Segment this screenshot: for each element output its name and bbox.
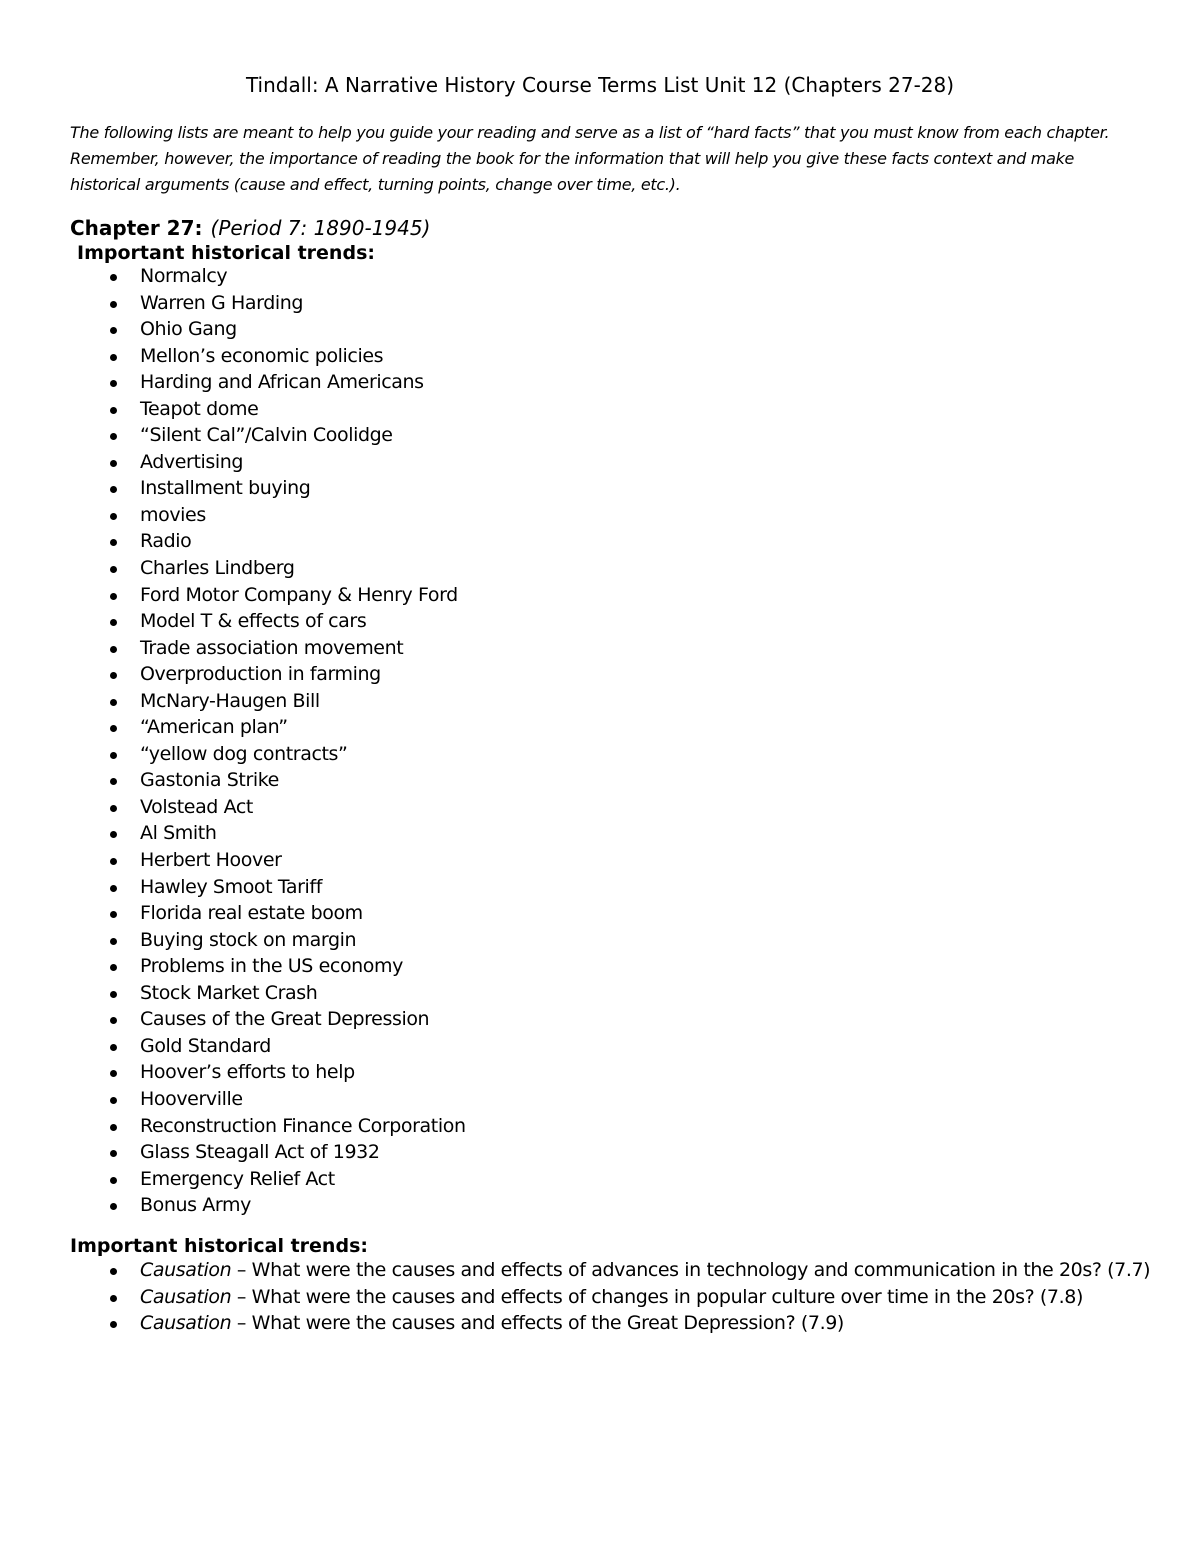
term-item: Volstead Act — [108, 794, 466, 821]
term-item: Bonus Army — [108, 1192, 466, 1219]
trend-text: – What were the causes and effects of the Great Depression? (7.9) — [231, 1312, 844, 1335]
term-item: Teapot dome — [108, 396, 466, 423]
term-item: Ford Motor Company & Henry Ford — [108, 582, 466, 609]
trend-item — [108, 1310, 1150, 1337]
trend-label: Causation — [140, 1285, 232, 1308]
trend-text: – What were the causes and effects of changes in popular culture over time in the 20s? (7.8) — [231, 1285, 1083, 1308]
term-item: Hawley Smoot Tariff — [108, 874, 466, 901]
term-item: Glass Steagall Act of 1932 — [108, 1139, 466, 1166]
term-item: Charles Lindberg — [108, 555, 466, 582]
section-heading-terms: Important historical trends: — [77, 242, 375, 264]
term-item: Advertising — [108, 449, 466, 476]
term-item: Ohio Gang — [108, 316, 466, 343]
trend-text: – What were the causes and effects of advances in technology and communication in the 20s? (7.7) — [231, 1259, 1151, 1281]
chapter-heading — [70, 214, 430, 242]
term-item: Normalcy — [108, 263, 466, 290]
term-item: McNary-Haugen Bill — [108, 688, 466, 715]
term-item: Gastonia Strike — [108, 767, 466, 794]
term-item: Gold Standard — [108, 1033, 466, 1060]
term-item: “yellow dog contracts” — [108, 741, 466, 768]
document-title: Tindall: A Narrative History Course Terms List Unit 12 (Chapters 27-28) — [245, 73, 955, 97]
term-item: “Silent Cal”/Calvin Coolidge — [108, 422, 466, 449]
chapter-label: Chapter 27: — [70, 216, 203, 240]
term-item: Trade association movement — [108, 635, 466, 662]
term-item: Overproduction in farming — [108, 661, 466, 688]
term-item: Herbert Hoover — [108, 847, 466, 874]
term-item: Stock Market Crash — [108, 980, 466, 1007]
trend-item — [108, 1284, 1150, 1311]
term-item: Florida real estate boom — [108, 900, 466, 927]
term-item: Harding and African Americans — [108, 369, 466, 396]
trend-label: Causation — [140, 1259, 232, 1281]
term-item: Installment buying — [108, 475, 466, 502]
section-heading-trends: Important historical trends: — [70, 1235, 368, 1257]
term-item: “American plan” — [108, 714, 466, 741]
term-item: Causes of the Great Depression — [108, 1006, 466, 1033]
term-item: Hoover’s efforts to help — [108, 1059, 466, 1086]
term-item: Radio — [108, 528, 466, 555]
term-item: Warren G Harding — [108, 290, 466, 317]
term-item: Emergency Relief Act — [108, 1166, 466, 1193]
term-item: Reconstruction Finance Corporation — [108, 1113, 466, 1140]
term-item: Problems in the US economy — [108, 953, 466, 980]
term-item: Buying stock on margin — [108, 927, 466, 954]
term-item: Mellon’s economic policies — [108, 343, 466, 370]
trends-list — [108, 1257, 1150, 1337]
term-item: movies — [108, 502, 466, 529]
term-item: Model T & effects of cars — [108, 608, 466, 635]
trend-label: Causation — [140, 1312, 232, 1335]
trend-item — [108, 1257, 1150, 1284]
chapter-period: (Period 7: 1890-1945) — [210, 216, 431, 240]
term-item: Hooverville — [108, 1086, 466, 1113]
terms-list — [108, 263, 466, 1219]
term-item: Al Smith — [108, 820, 466, 847]
intro-paragraph: The following lists are meant to help you guide your reading and serve as a list of “hard facts” that you must know from each chapter. Remember, however, the importance of reading the book for the information that will help you give these facts context and make historical arguments (cause and effect, turning points, change over time, etc.). — [70, 123, 1110, 194]
